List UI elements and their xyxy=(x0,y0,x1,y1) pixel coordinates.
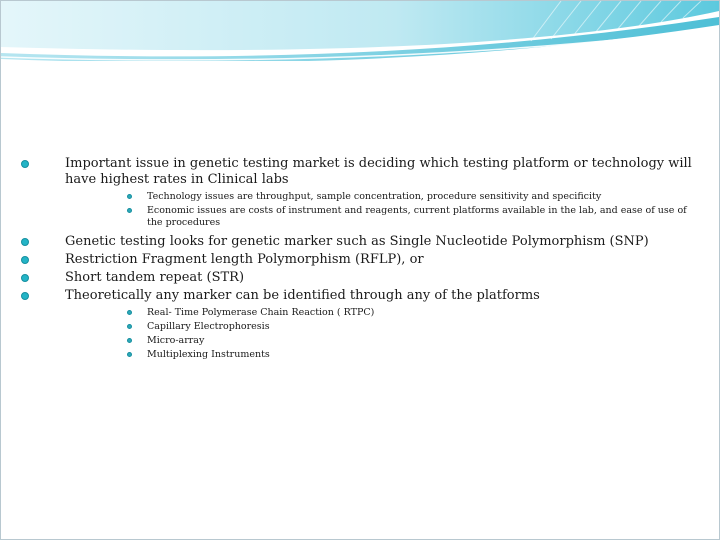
bullet-list xyxy=(13,156,693,361)
bullet-item xyxy=(13,252,693,268)
sub-bullet-item xyxy=(65,205,693,229)
sub-bullet-item xyxy=(65,321,693,333)
sub-bullet-text: Micro-array xyxy=(147,335,205,346)
sub-bullet-icon xyxy=(127,324,132,329)
bullet-item xyxy=(13,156,693,229)
sub-bullet-icon xyxy=(127,194,132,199)
bullet-icon xyxy=(21,292,29,300)
bullet-text: Restriction Fragment length Polymorphism (RFLP), or xyxy=(65,252,424,267)
sub-bullet-item xyxy=(65,191,693,203)
sub-bullet-text: Capillary Electrophoresis xyxy=(147,321,270,332)
sub-bullet-text: Technology issues are throughput, sample concentration, procedure sensitivity and specificity xyxy=(147,191,602,202)
sub-bullet-item xyxy=(65,349,693,361)
bullet-text: Theoretically any marker can be identified through any of the platforms xyxy=(65,288,540,303)
bullet-icon xyxy=(21,238,29,246)
sub-bullet-text: Multiplexing Instruments xyxy=(147,349,270,360)
bullet-icon xyxy=(21,160,29,168)
content-area xyxy=(13,156,693,366)
bullet-icon xyxy=(21,274,29,282)
bullet-text: Short tandem repeat (STR) xyxy=(65,270,245,285)
sub-bullet-list xyxy=(65,191,693,229)
sub-bullet-text: Economic issues are costs of instrument and reagents, current platforms available in the lab, and ease of use of the procedures xyxy=(147,205,687,228)
bullet-icon xyxy=(21,256,29,264)
bullet-item xyxy=(13,234,693,250)
sub-bullet-icon xyxy=(127,352,132,357)
bullet-item xyxy=(13,270,693,286)
sub-bullet-icon xyxy=(127,310,132,315)
bullet-item xyxy=(13,288,693,361)
bullet-text: Genetic testing looks for genetic marker such as Single Nucleotide Polymorphism (SNP) xyxy=(65,234,649,249)
sub-bullet-item xyxy=(65,335,693,347)
sub-bullet-icon xyxy=(127,338,132,343)
sub-bullet-item xyxy=(65,307,693,319)
sub-bullet-list xyxy=(65,307,693,361)
bullet-text: Important issue in genetic testing market is deciding which testing platform or technology will have highest rates in Clinical labs xyxy=(65,156,692,187)
sub-bullet-icon xyxy=(127,208,132,213)
decorative-banner xyxy=(1,1,719,61)
sub-bullet-text: Real- Time Polymerase Chain Reaction ( RTPC) xyxy=(147,307,375,318)
